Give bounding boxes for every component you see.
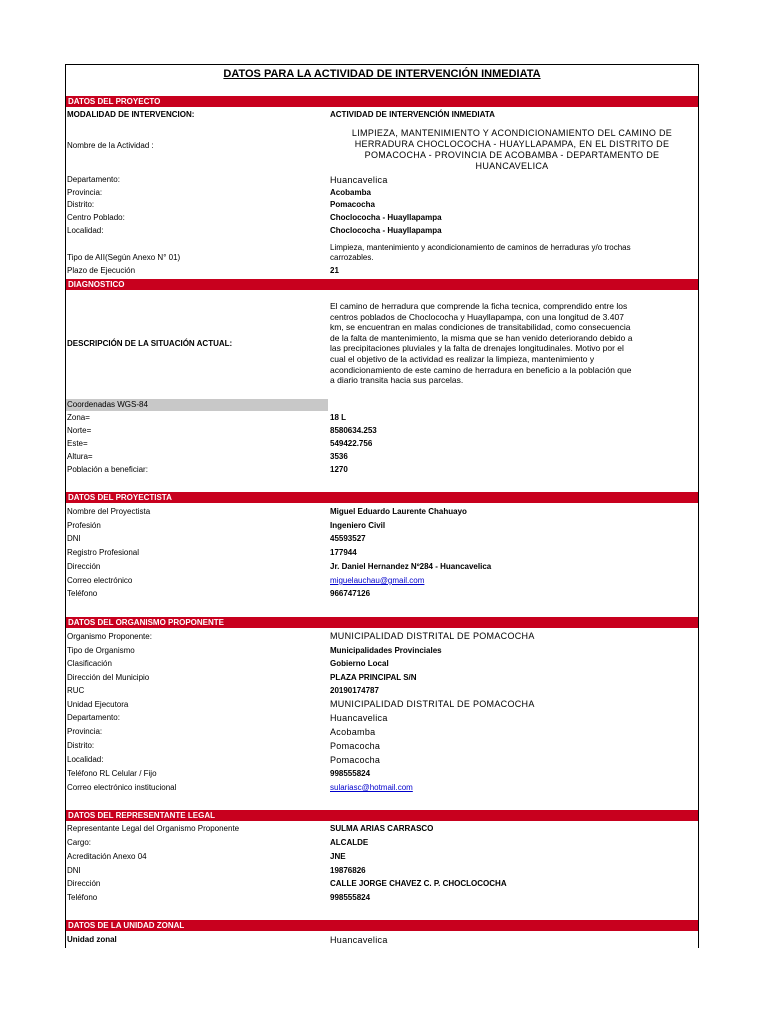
descripcion-line: a diario transita hacia sus parcelas.: [330, 375, 464, 386]
representante-direccion-label: Dirección: [67, 879, 101, 888]
altura-value: 3536: [330, 452, 348, 461]
direccion-municipio-value: PLAZA PRINCIPAL S/N: [330, 673, 417, 682]
registro-value: 177944: [330, 548, 357, 557]
nombre-actividad-label: Nombre de la Actividad :: [67, 141, 154, 150]
page-title: DATOS PARA LA ACTIVIDAD DE INTERVENCIÓN INMEDIATA: [223, 68, 541, 80]
clasificacion-label: Clasificación: [67, 659, 112, 668]
tipo-organismo-value: Municipalidades Provinciales: [330, 646, 442, 655]
distrito-value: Pomacocha: [330, 200, 375, 209]
unidad-ejecutora-label: Unidad Ejecutora: [67, 700, 129, 709]
departamento-label: Departamento:: [67, 175, 120, 184]
org-telefono-label: Teléfono RL Celular / Fijo: [67, 769, 157, 778]
norte-value: 8580634.253: [330, 426, 377, 435]
nombre-actividad-value: [330, 128, 694, 172]
departamento-value: Huancavelica: [330, 175, 388, 185]
nombre-line-3: POMACOCHA - PROVINCIA DE ACOBAMBA - DEPARTAMENTO DE: [364, 150, 660, 160]
centro-poblado-value: Choclococha - Huayllapampa: [330, 213, 442, 222]
descripcion-label: DESCRIPCIÓN DE LA SITUACIÓN ACTUAL:: [67, 339, 233, 348]
proyectista-nombre-label: Nombre del Proyectista: [67, 507, 151, 516]
representante-dni-value: 19876826: [330, 866, 366, 875]
localidad-label: Localidad:: [67, 226, 104, 235]
modalidad-label: MODALIDAD DE INTERVENCION:: [67, 110, 195, 119]
proyectista-direccion-label: Dirección: [67, 562, 101, 571]
proyectista-direccion-value: Jr. Daniel Hernandez Nº284 - Huancavelica: [330, 562, 492, 571]
proyectista-correo-label: Correo electrónico: [67, 576, 133, 585]
form-frame: [65, 64, 699, 948]
tipo-line-1: Limpieza, mantenimiento y acondicionamiento de caminos de herraduras y/o trochas: [330, 243, 631, 252]
distrito-label: Distrito:: [67, 200, 95, 209]
proyectista-email-link[interactable]: miguelauchau@gmail.com: [330, 576, 425, 585]
cargo-value: ALCALDE: [330, 838, 369, 847]
section-header-diagnostico: DIAGNOSTICO: [66, 279, 698, 290]
representante-label: Representante Legal del Organismo Proponente: [67, 824, 240, 833]
tipo-line-2: carrozables.: [330, 253, 374, 262]
organismo-label: Organismo Proponente:: [67, 632, 152, 641]
altura-label: Altura=: [67, 452, 93, 461]
localidad-value: Choclococha - Huayllapampa: [330, 226, 442, 235]
unidad-ejecutora-value: MUNICIPALIDAD DISTRITAL DE POMACOCHA: [330, 699, 535, 709]
nombre-line-1: LIMPIEZA, MANTENIMIENTO Y ACONDICIONAMIENTO DEL CAMINO DE: [351, 128, 673, 138]
organismo-value: MUNICIPALIDAD DISTRITAL DE POMACOCHA: [330, 631, 535, 641]
nombre-line-2: HERRADURA CHOCLOCOCHA - HUAYLLAPAMPA, EN EL DISTRITO DE: [354, 139, 670, 149]
proyectista-dni-value: 45593527: [330, 534, 366, 543]
centro-poblado-label: Centro Poblado:: [67, 213, 125, 222]
direccion-municipio-label: Dirección del Municipio: [67, 673, 150, 682]
ruc-label: RUC: [67, 686, 85, 695]
tipo-aii-label: Tipo de AII(Según Anexo N° 01): [67, 253, 181, 262]
descripcion-value: [330, 301, 694, 386]
descripcion-line: de la falta de mantenimiento, la misma que se han venido deteriorando debido a: [330, 332, 633, 343]
org-telefono-value: 998555824: [330, 769, 371, 778]
este-label: Este=: [67, 439, 88, 448]
acreditacion-label: Acreditación Anexo 04: [67, 852, 147, 861]
descripcion-line: centros poblados de Choclococha y Huayllapampa, con una longitud de 3.407: [330, 311, 624, 322]
org-provincia-value: Acobamba: [330, 727, 376, 737]
norte-label: Norte=: [67, 426, 92, 435]
descripcion-line: las precipitaciones pluviales y la falta de drenajes longitudinales. Motivo por el: [330, 343, 624, 354]
zona-value: 18 L: [330, 413, 347, 422]
modalidad-value: ACTIVIDAD DE INTERVENCIÓN INMEDIATA: [330, 110, 495, 119]
clasificacion-value: Gobierno Local: [330, 659, 389, 668]
section-header-proyecto: DATOS DEL PROYECTO: [66, 96, 698, 107]
tipo-organismo-label: Tipo de Organismo: [67, 646, 135, 655]
acreditacion-value: JNE: [330, 852, 346, 861]
plazo-label: Plazo de Ejecución: [67, 266, 136, 275]
org-departamento-value: Huancavelica: [330, 713, 388, 723]
descripcion-line: cual el objetivo de la actividad es realizar la limpieza, mantenimiento y: [330, 353, 595, 364]
nombre-line-4: HUANCAVELICA: [475, 161, 549, 171]
ruc-value: 20190174787: [330, 686, 379, 695]
representante-dni-label: DNI: [67, 866, 81, 875]
plazo-value: 21: [330, 266, 339, 275]
provincia-label: Provincia:: [67, 188, 103, 197]
section-header-organismo: DATOS DEL ORGANISMO PROPONENTE: [66, 617, 698, 628]
provincia-value: Acobamba: [330, 188, 371, 197]
cargo-label: Cargo:: [67, 838, 92, 847]
descripcion-line: km, se encuentran en malas condiciones de transitabilidad, como consecuencia: [330, 322, 631, 333]
org-departamento-label: Departamento:: [67, 713, 120, 722]
profesion-value: Ingeniero Civil: [330, 521, 386, 530]
poblacion-value: 1270: [330, 465, 348, 474]
registro-label: Registro Profesional: [67, 548, 140, 557]
zona-label: Zona=: [67, 413, 90, 422]
org-correo-label: Correo electrónico institucional: [67, 783, 177, 792]
org-localidad-label: Localidad:: [67, 755, 104, 764]
org-distrito-value: Pomacocha: [330, 741, 381, 751]
representante-direccion-value: CALLE JORGE CHAVEZ C. P. CHOCLOCOCHA: [330, 879, 507, 888]
proyectista-telefono-value: 966747126: [330, 589, 371, 598]
unidad-zonal-value: Huancavelica: [330, 935, 388, 945]
descripcion-line: acondicionamiento de este camino de herradura en beneficio a la población que: [330, 364, 632, 375]
unidad-zonal-label: Unidad zonal: [67, 935, 117, 944]
proyectista-dni-label: DNI: [67, 534, 81, 543]
descripcion-line: El camino de herradura que comprende la ficha tecnica, comprendido entre los: [330, 301, 628, 311]
org-localidad-value: Pomacocha: [330, 755, 381, 765]
profesion-label: Profesión: [67, 521, 101, 530]
org-provincia-label: Provincia:: [67, 727, 103, 736]
representante-telefono-value: 998555824: [330, 893, 371, 902]
poblacion-label: Población a beneficiar:: [67, 465, 148, 474]
proyectista-nombre-value: Miguel Eduardo Laurente Chahuayo: [330, 507, 467, 516]
org-email-link[interactable]: sulariasc@hotmail.com: [330, 783, 413, 792]
representante-value: SULMA ARIAS CARRASCO: [330, 824, 434, 833]
este-value: 549422.756: [330, 439, 373, 448]
proyectista-telefono-label: Teléfono: [67, 589, 98, 598]
section-header-representante: DATOS DEL REPRESENTANTE LEGAL: [66, 810, 698, 821]
tipo-aii-value: [330, 243, 694, 263]
representante-telefono-label: Teléfono: [67, 893, 98, 902]
org-distrito-label: Distrito:: [67, 741, 95, 750]
section-header-proyectista: DATOS DEL PROYECTISTA: [66, 492, 698, 503]
coordenadas-label: Coordenadas WGS-84: [67, 400, 148, 409]
section-header-unidad-zonal: DATOS DE LA UNIDAD ZONAL: [66, 920, 698, 931]
